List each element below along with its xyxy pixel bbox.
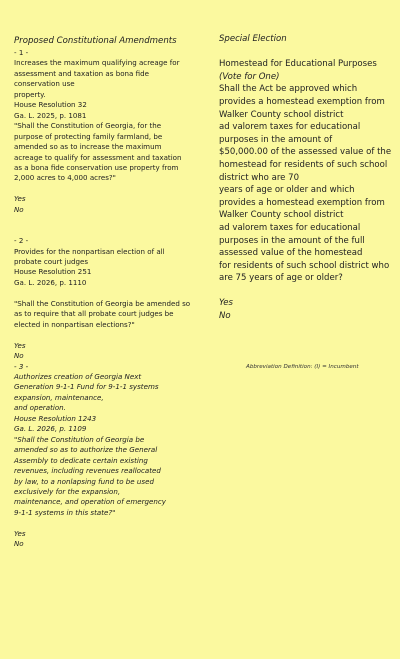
- special-question-line: homestead for residents of such school: [219, 159, 388, 170]
- special-question-line: years of age or older and which: [219, 185, 355, 196]
- amendment-description-line: property.: [14, 89, 46, 99]
- ballot-question-line: purpose of protecting family farmland, be: [14, 131, 163, 141]
- amendment-number: - 2 -: [14, 236, 29, 246]
- amendment-description-line: conservation use: [14, 79, 75, 89]
- amendment-2: [14, 236, 194, 361]
- ballot-question-line: by law, to a nonlapsing fund to be used: [14, 476, 154, 486]
- amendment-number: - 3 -: [14, 361, 29, 371]
- amendment-1: [14, 48, 194, 215]
- ballot-question-line: acreage to qualify for assessment and taxation: [14, 152, 182, 162]
- special-question-line: purposes in the amount of the full: [219, 235, 365, 246]
- amendments-heading: Proposed Constitutional Amendments: [14, 36, 177, 46]
- ballot-question-line: as a bona fide conservation use property from: [14, 162, 179, 172]
- ballot-question-line: exclusively for the expansion,: [14, 486, 121, 496]
- no-option[interactable]: No: [14, 204, 24, 214]
- special-question-line: assessed value of the homestead: [219, 248, 363, 259]
- amendment-description-line: Increases the maximum qualifying acreage for: [14, 58, 180, 68]
- ballot-question-line: "Shall the Constitution of Georgia, for the: [14, 121, 162, 131]
- special-question-line: Walker County school district: [219, 109, 344, 120]
- special-election-heading: Special Election: [219, 34, 287, 44]
- vote-for-instruction: (Vote for One): [219, 71, 280, 82]
- special-election-column: [219, 33, 395, 323]
- amendment-description-line: assessment and taxation as bona fide: [14, 68, 149, 78]
- amendment-description-line: expansion, maintenance,: [14, 392, 104, 402]
- special-question-line: provides a homestead exemption from: [219, 197, 385, 208]
- special-question-line: $50,000.00 of the assessed value of the: [219, 147, 392, 158]
- ballot-question-line: elected in nonpartisan elections?": [14, 319, 135, 329]
- no-option[interactable]: No: [219, 311, 231, 322]
- ballot-question-line: 9-1-1 systems in this state?": [14, 507, 116, 517]
- amendment-description-line: and operation.: [14, 403, 66, 413]
- special-question-line: Shall the Act be approved which: [219, 84, 358, 95]
- special-election-title: Homestead for Educational Purposes: [219, 59, 377, 70]
- amendment-number: - 1 -: [14, 48, 29, 57]
- house-resolution: House Resolution 32: [14, 100, 87, 110]
- abbreviation-definition: Abbreviation Definition: (I) = Incumbent: [246, 364, 359, 370]
- special-question-line: Walker County school district: [219, 210, 344, 221]
- yes-option[interactable]: Yes: [14, 340, 26, 350]
- special-question-line: purposes in the amount of: [219, 134, 333, 145]
- special-question-line: are 75 years of age or older?: [219, 273, 343, 284]
- ballot-question-line: 2,000 acres to 4,000 acres?": [14, 173, 116, 183]
- ballot-question-line: Assembly to dedicate certain existing: [14, 455, 148, 465]
- amendment-description-line: probate court judges: [14, 257, 89, 267]
- no-option[interactable]: No: [14, 351, 24, 361]
- ballot-question-line: amended so as to authorize the General: [14, 445, 158, 455]
- special-question-line: provides a homestead exemption from: [219, 96, 385, 107]
- special-question-line: ad valorem taxes for educational: [219, 122, 361, 133]
- special-question-line: for residents of such school district who: [219, 260, 390, 271]
- no-option[interactable]: No: [14, 539, 24, 549]
- yes-option[interactable]: Yes: [14, 194, 26, 204]
- georgia-law-citation: Ga. L. 2026, p. 1110: [14, 277, 87, 287]
- amendment-description-line: Authorizes creation of Georgia Next: [14, 371, 142, 381]
- ballot-question-line: revenues, including revenues reallocated: [14, 466, 161, 476]
- georgia-law-citation: Ga. L. 2026, p. 1109: [14, 424, 87, 434]
- house-resolution: House Resolution 251: [14, 267, 92, 277]
- amendments-column: [14, 36, 194, 550]
- amendment-3: [14, 362, 194, 550]
- ballot-question-line: as to require that all probate court judges be: [14, 309, 174, 319]
- amendment-description-line: Provides for the nonpartisan election of all: [14, 246, 165, 256]
- yes-option[interactable]: Yes: [14, 528, 26, 538]
- ballot-question-line: "Shall the Constitution of Georgia be amended so: [14, 298, 191, 308]
- special-question-line: district who are 70: [219, 172, 300, 183]
- special-question-line: ad valorem taxes for educational: [219, 222, 361, 233]
- amendment-description-line: Generation 9-1-1 Fund for 9-1-1 systems: [14, 382, 159, 392]
- georgia-law-citation: Ga. L. 2025, p. 1081: [14, 110, 87, 120]
- house-resolution: House Resolution 1243: [14, 413, 97, 423]
- ballot-question-line: "Shall the Constitution of Georgia be: [14, 434, 145, 444]
- ballot-question-line: maintenance, and operation of emergency: [14, 497, 167, 507]
- ballot-question-line: amended so as to increase the maximum: [14, 142, 162, 152]
- yes-option[interactable]: Yes: [219, 298, 233, 309]
